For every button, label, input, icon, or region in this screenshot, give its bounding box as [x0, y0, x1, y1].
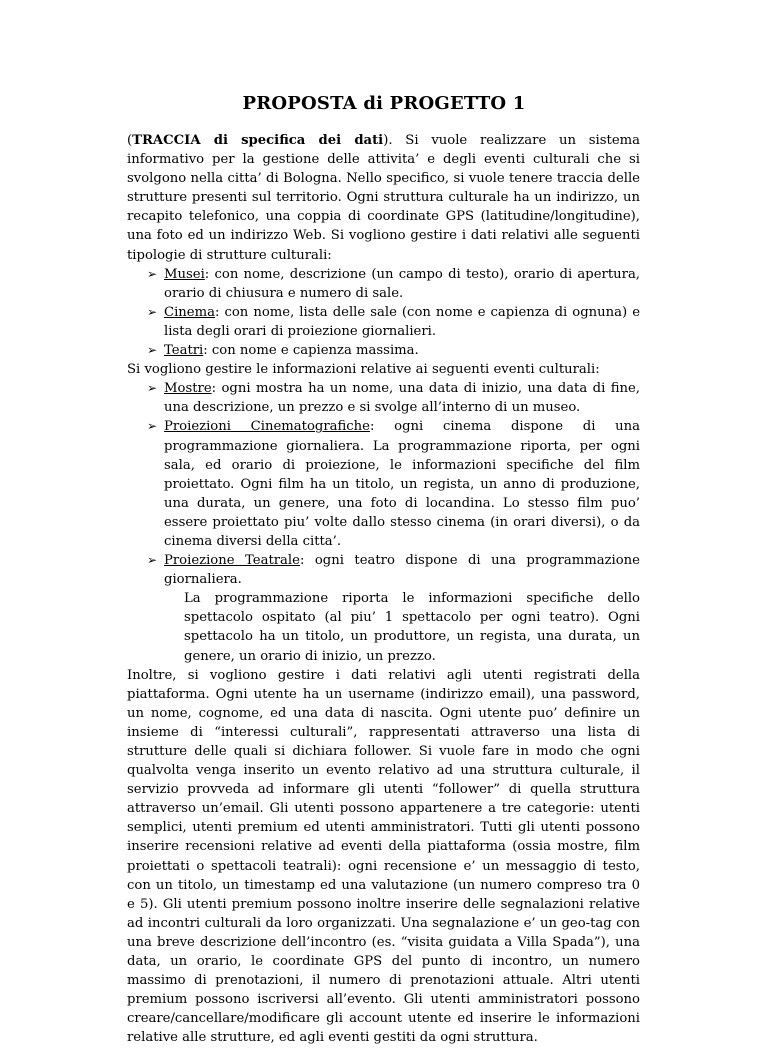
structure-term: Teatri — [164, 343, 204, 359]
event-term: Mostre — [164, 381, 212, 397]
structure-desc: : con nome, descrizione (un campo di testo), orario di apertura, orario di chiusura e numero di sale. — [164, 266, 640, 301]
structure-term: Musei — [164, 266, 205, 282]
structure-term: Cinema — [164, 304, 215, 320]
intro-open-paren: ( — [127, 133, 133, 148]
event-teatrale-first-line — [127, 551, 640, 589]
events-intro: Si vogliono gestire le informazioni relative ai seguenti eventi culturali: — [127, 362, 600, 378]
event-desc: : ogni teatro dispone di una programmazione giornaliera. — [164, 553, 640, 588]
event-item-proiezioni-cinematografiche — [127, 417, 640, 551]
arrow-bullet-icon: ➢ — [147, 553, 158, 568]
arrow-bullet-icon: ➢ — [147, 419, 158, 434]
intro-text: ). Si vuole realizzare un sistema informativo per la gestione delle attivita’ e degli eventi culturali che si svolgono nella citta’ di Bologna. Nello specifico, si vuole tenere traccia delle strutture presenti sul territorio. Ogni struttura culturale ha un indirizzo, un recapito telefonico, una coppia di coordinate GPS (latitudine/longitudine), una foto ed un indirizzo Web. Si vogliono gestire i dati relativi alle seguenti tipologie di strutture culturali: — [127, 133, 641, 263]
document-body — [127, 131, 640, 1048]
intro-bold-label: TRACCIA di specifica dei dati — [132, 133, 384, 148]
structure-item-musei — [127, 265, 640, 303]
arrow-bullet-icon: ➢ — [147, 381, 158, 396]
structure-item-cinema — [127, 303, 640, 341]
event-desc: : ogni cinema dispone di una programmazione giornaliera. La programmazione riporta, per ogni sala, ed orario di proiezione, le informazioni specifiche del film proiettato. Ogni film ha un titolo, un regista, un anno di produzione, una durata, un genere, una foto di locandina. Lo stesso film puo’ essere proiettato piu’ volte dallo stesso cinema (in orari diversi), o da cinema diversi della citta’. — [164, 419, 640, 549]
event-item-proiezione-teatrale — [127, 551, 640, 666]
event-term: Proiezioni Cinematografiche — [164, 419, 370, 435]
arrow-bullet-icon: ➢ — [147, 266, 158, 281]
page-title: PROPOSTA di PROGETTO 1 — [242, 93, 526, 114]
event-term: Proiezione Teatrale — [164, 553, 300, 569]
event-teatrale-continuation: La programmazione riporta le informazioni specifiche dello spettacolo ospitato (al piu’ 1 spettacolo per ogni teatro). Ogni spettacolo ha un titolo, un produttore, un regista, una durata, un genere, un orario di inizio, un prezzo. — [184, 591, 640, 664]
event-item-mostre — [127, 379, 640, 417]
structure-desc: : con nome, lista delle sale (con nome e capienza di ognuna) e lista degli orari di proiezione giornalieri. — [164, 304, 640, 339]
intro-paragraph — [127, 131, 640, 265]
arrow-bullet-icon: ➢ — [147, 343, 158, 358]
structure-desc: : con nome e capienza massima. — [203, 343, 419, 359]
event-desc: : ogni mostra ha un nome, una data di inizio, una data di fine, una descrizione, un prezzo e si svolge all’interno di un museo. — [164, 381, 640, 416]
closing-paragraph: Inoltre, si vogliono gestire i dati relativi agli utenti registrati della piattaforma. Ogni utente ha un username (indirizzo email), una password, un nome, cognome, ed una data di nascita. Ogni utente puo’ definire un insieme di “interessi culturali”, rappresentati attraverso una lista di strutture delle quali si dichiara follower. Si vuole fare in modo che ogni qualvolta venga inserito un evento relativo ad una struttura culturale, il servizio provveda ad informare gli utenti “follower” di quella struttura attraverso un’email. Gli utenti possono appartenere a tre categorie: utenti semplici, utenti premium ed utenti amministratori. Tutti gli utenti possono inserire recensioni relative ad eventi della piattaforma (ossia mostre, film proiettati o spettacoli teatrali): ogni recensione e’ un messaggio di testo, con un titolo, un timestamp ed una valutazione (un numero compreso tra 0 e 5). Gli utenti premium possono inoltre inserire delle segnalazioni relative ad incontri culturali da loro organizzati. Una segnalazione e’ un geo-tag con una breve descrizione dell’incontro (es. “visita guidata a Villa Spada”), una data, un orario, le coordinate GPS del punto di incontro, un numero massimo di prenotazioni, il numero di prenotazioni attuale. Altri utenti premium possono iscriversi all’evento. Gli utenti amministratori possono creare/cancellare/modificare gli account utente ed inserire le informazioni relative alle strutture, ed agli eventi gestiti da ogni struttura. — [127, 667, 640, 1046]
structure-item-teatri — [127, 341, 640, 360]
arrow-bullet-icon: ➢ — [147, 304, 158, 319]
